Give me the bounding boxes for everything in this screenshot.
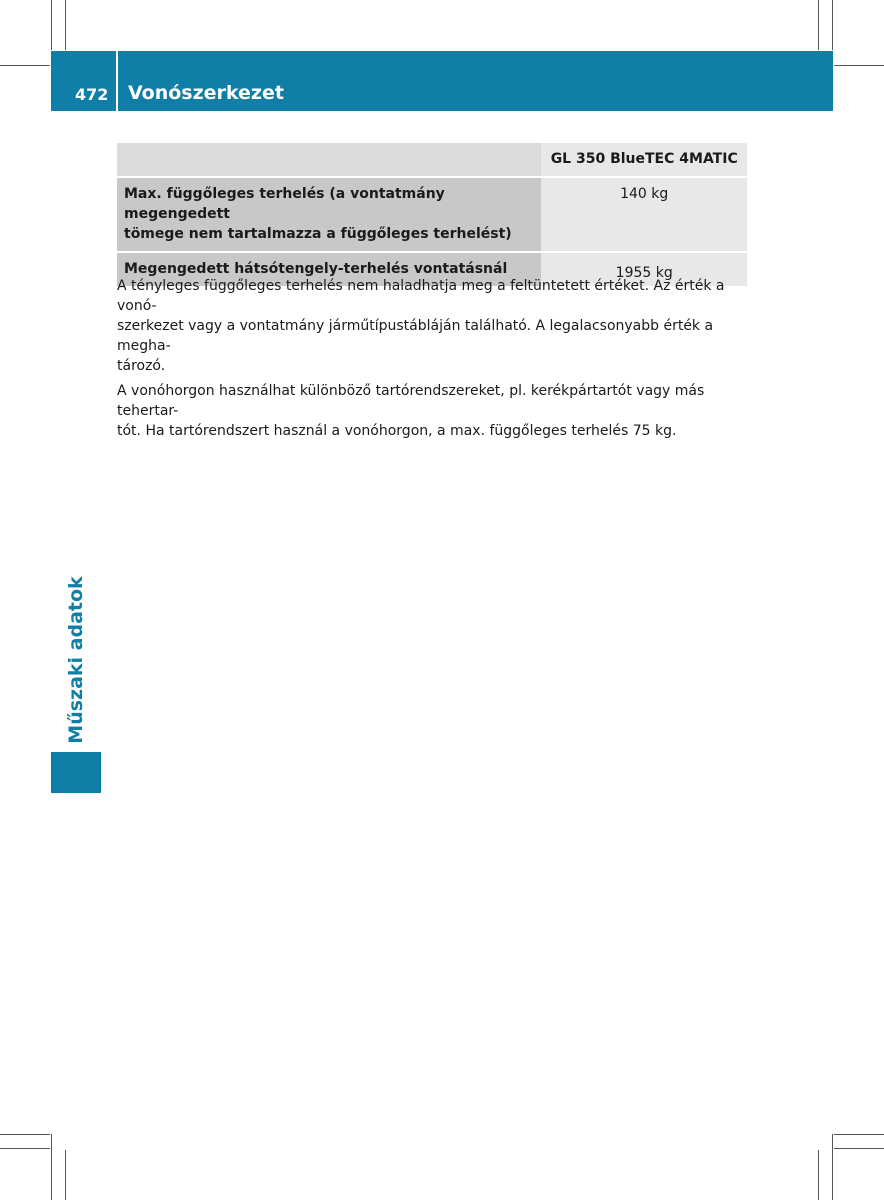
crop-mark (818, 1150, 819, 1200)
crop-mark (51, 0, 52, 50)
paragraph (117, 276, 747, 376)
row-value: 1955 kg (541, 251, 747, 286)
crop-mark (51, 1134, 52, 1200)
paragraph-line: szerkezet vagy a vontatmány járműtípustábláján található. A legalacsonyabb érték a megha- (117, 318, 714, 354)
body-text (117, 276, 747, 446)
crop-mark (0, 65, 50, 66)
crop-mark (832, 1134, 833, 1200)
row-label (117, 176, 541, 251)
column-header: GL 350 BlueTEC 4MATIC (541, 143, 747, 176)
table-row (117, 176, 747, 251)
crop-mark (65, 1150, 66, 1200)
crop-mark (0, 1134, 50, 1135)
crop-mark (65, 0, 66, 50)
row-value: 140 kg (541, 176, 747, 251)
paragraph-line: tót. Ha tartórendszert használ a vonóhorgon, a max. függőleges terhelés 75 kg. (117, 423, 677, 439)
crop-mark (832, 0, 833, 50)
section-side-tab (51, 560, 101, 793)
section-tab-marker (51, 752, 101, 793)
crop-mark (834, 1148, 884, 1149)
crop-mark (818, 0, 819, 50)
paragraph-line: A vonóhorgon használhat különböző tartórendszereket, pl. kerékpártartót vagy más tehertar- (117, 383, 705, 419)
paragraph-line: A tényleges függőleges terhelés nem haladhatja meg a feltüntetett értéket. Az érték a vonó- (117, 278, 725, 314)
row-label-line: Megengedett hátsótengely-terhelés vontatásnál (124, 261, 508, 277)
table-header-empty-cell (117, 143, 541, 176)
page-header (51, 51, 833, 111)
crop-mark (834, 65, 884, 66)
crop-mark (0, 1148, 50, 1149)
row-label-line: Max. függőleges terhelés (a vontatmány megengedett (124, 186, 445, 222)
header-divider (116, 51, 118, 111)
paragraph (117, 381, 747, 441)
crop-mark (834, 1134, 884, 1135)
row-label-line: tömege nem tartalmazza a függőleges terhelést) (124, 226, 512, 242)
page-title: Vonószerkezet (128, 82, 284, 104)
paragraph-line: tározó. (117, 358, 166, 374)
section-tab-label: Műszaki adatok (65, 576, 87, 744)
page-number: 472 (75, 85, 109, 104)
table-header-row (117, 143, 747, 176)
spec-table (117, 143, 747, 286)
